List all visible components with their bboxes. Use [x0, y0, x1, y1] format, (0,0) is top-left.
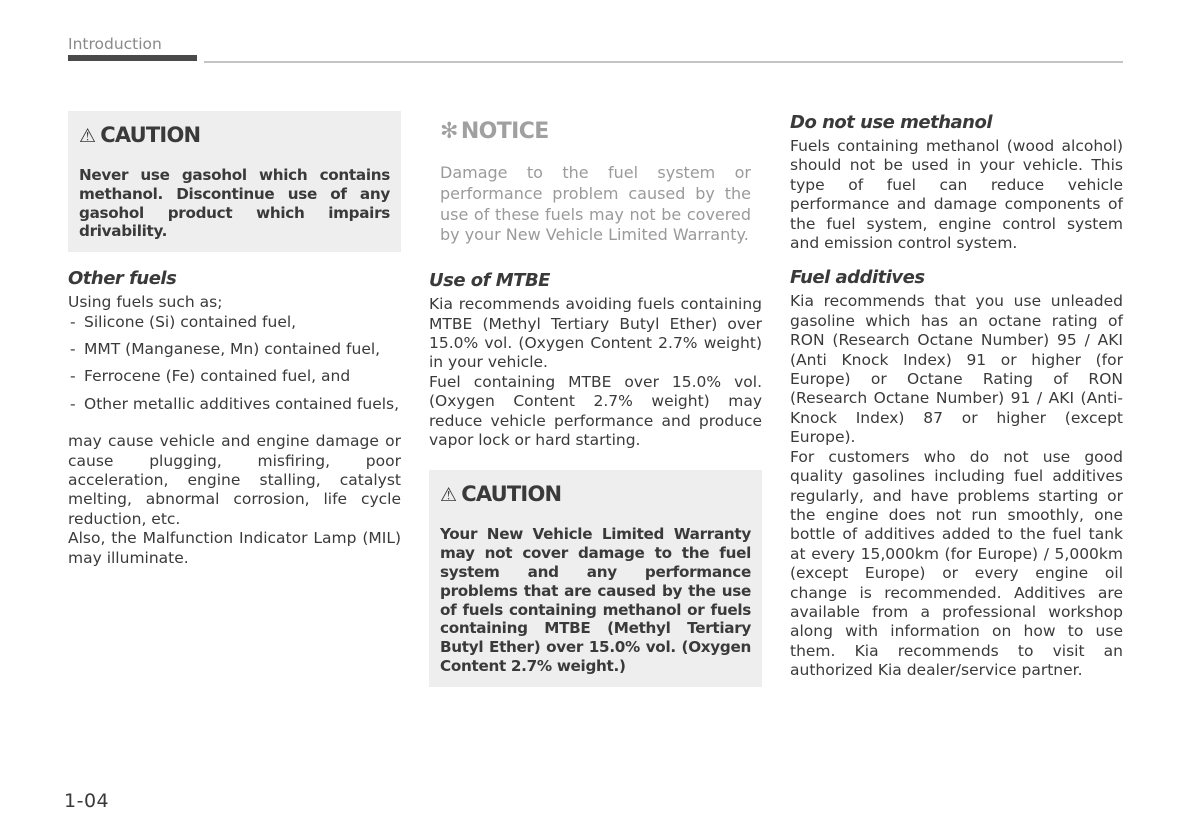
notice-block: [429, 119, 762, 246]
list-item: - Other metallic additives contained fuels,: [68, 395, 401, 414]
list-item: - Ferrocene (Fe) contained fuel, and: [68, 367, 401, 386]
asterisk-icon: ✻: [440, 119, 458, 144]
additives-para-2: For customers who do not use good quality gasolines including fuel additives regularly, and have problems starting or the engine does not run smoothly, one bottle of additives added to the fuel tank at every 15,000km (for Europe) / 5,000km (except Europe) or every engine oil change is recommended. Additives are available from a professional workshop along with information on how to use them. Kia recommends to visit an authorized Kia dealer/service partner.: [790, 447, 1123, 680]
heading-fuel-additives: Fuel additives: [790, 267, 925, 289]
additives-para-1: Kia recommends that you use unleaded gasoline which has an octane rating of RON (Research Octane Number) 95 / AKI (Anti Knock Index) 91 or higher (for Europe) or Octane Rating of RON (Research Octane Number) 91 / AKI (Anti-Knock Index) 87 or higher (except Europe).: [790, 292, 1123, 447]
column-right: [790, 111, 1123, 681]
header-divider: [204, 61, 1123, 63]
list-item: - MMT (Manganese, Mn) contained fuel,: [68, 340, 401, 359]
column-left: [68, 111, 401, 568]
header-accent-bar: [68, 55, 197, 61]
other-fuels-intro: Using fuels such as;: [68, 293, 223, 312]
notice-title: ✻ NOTICE: [440, 119, 549, 144]
caution-title: ⚠ CAUTION: [79, 123, 201, 147]
page-number: 1-04: [64, 790, 110, 812]
caution-box-methanol: [68, 111, 401, 252]
warning-triangle-icon: ⚠: [79, 125, 96, 147]
warning-triangle-icon: ⚠: [440, 484, 457, 507]
other-fuels-para-damage: may cause vehicle and engine damage or cause plugging, misfiring, poor acceleration, engine stalling, catalyst melting, abnormal corrosion, life cycle reduction, etc.: [68, 432, 401, 528]
other-fuels-list: [68, 313, 401, 415]
mtbe-para-1: Kia recommends avoiding fuels containing MTBE (Methyl Tertiary Butyl Ether) over 15.0% vol. (Oxygen Content 2.7% weight) in your vehicle.: [429, 295, 762, 372]
mtbe-para-2: Fuel containing MTBE over 15.0% vol. (Oxygen Content 2.7% weight) may reduce vehicle performance and produce vapor lock or hard starting.: [429, 372, 762, 450]
header-section-label: Introduction: [68, 35, 162, 53]
column-middle: [429, 111, 762, 687]
caution-text: Never use gasohol which contains methanol. Discontinue use of any gasohol product which impairs drivability.: [79, 166, 390, 241]
list-item: - Silicone (Si) contained fuel,: [68, 313, 401, 332]
caution-title: ⚠ CAUTION: [440, 482, 562, 507]
caution-text: Your New Vehicle Limited Warranty may not cover damage to the fuel system and any performance problems that are caused by the use of fuels containing methanol or fuels containing MTBE (Methyl Tertiary Butyl Ether) over 15.0% vol. (Oxygen Content 2.7% weight.): [440, 525, 751, 676]
heading-other-fuels: Other fuels: [68, 268, 177, 290]
other-fuels-para-mil: Also, the Malfunction Indicator Lamp (MIL) may illuminate.: [68, 529, 401, 567]
methanol-text: Fuels containing methanol (wood alcohol) should not be used in your vehicle. This type of fuel can reduce vehicle performance and damage components of the fuel system, engine control system and emission control system.: [790, 137, 1123, 253]
heading-do-not-use-methanol: Do not use methanol: [790, 112, 993, 133]
heading-use-of-mtbe: Use of MTBE: [429, 270, 550, 292]
caution-box-warranty: [429, 470, 762, 686]
notice-text: Damage to the fuel system or performance problem caused by the use of these fuels may not be covered by your New Vehicle Limited Warranty.: [440, 163, 751, 245]
